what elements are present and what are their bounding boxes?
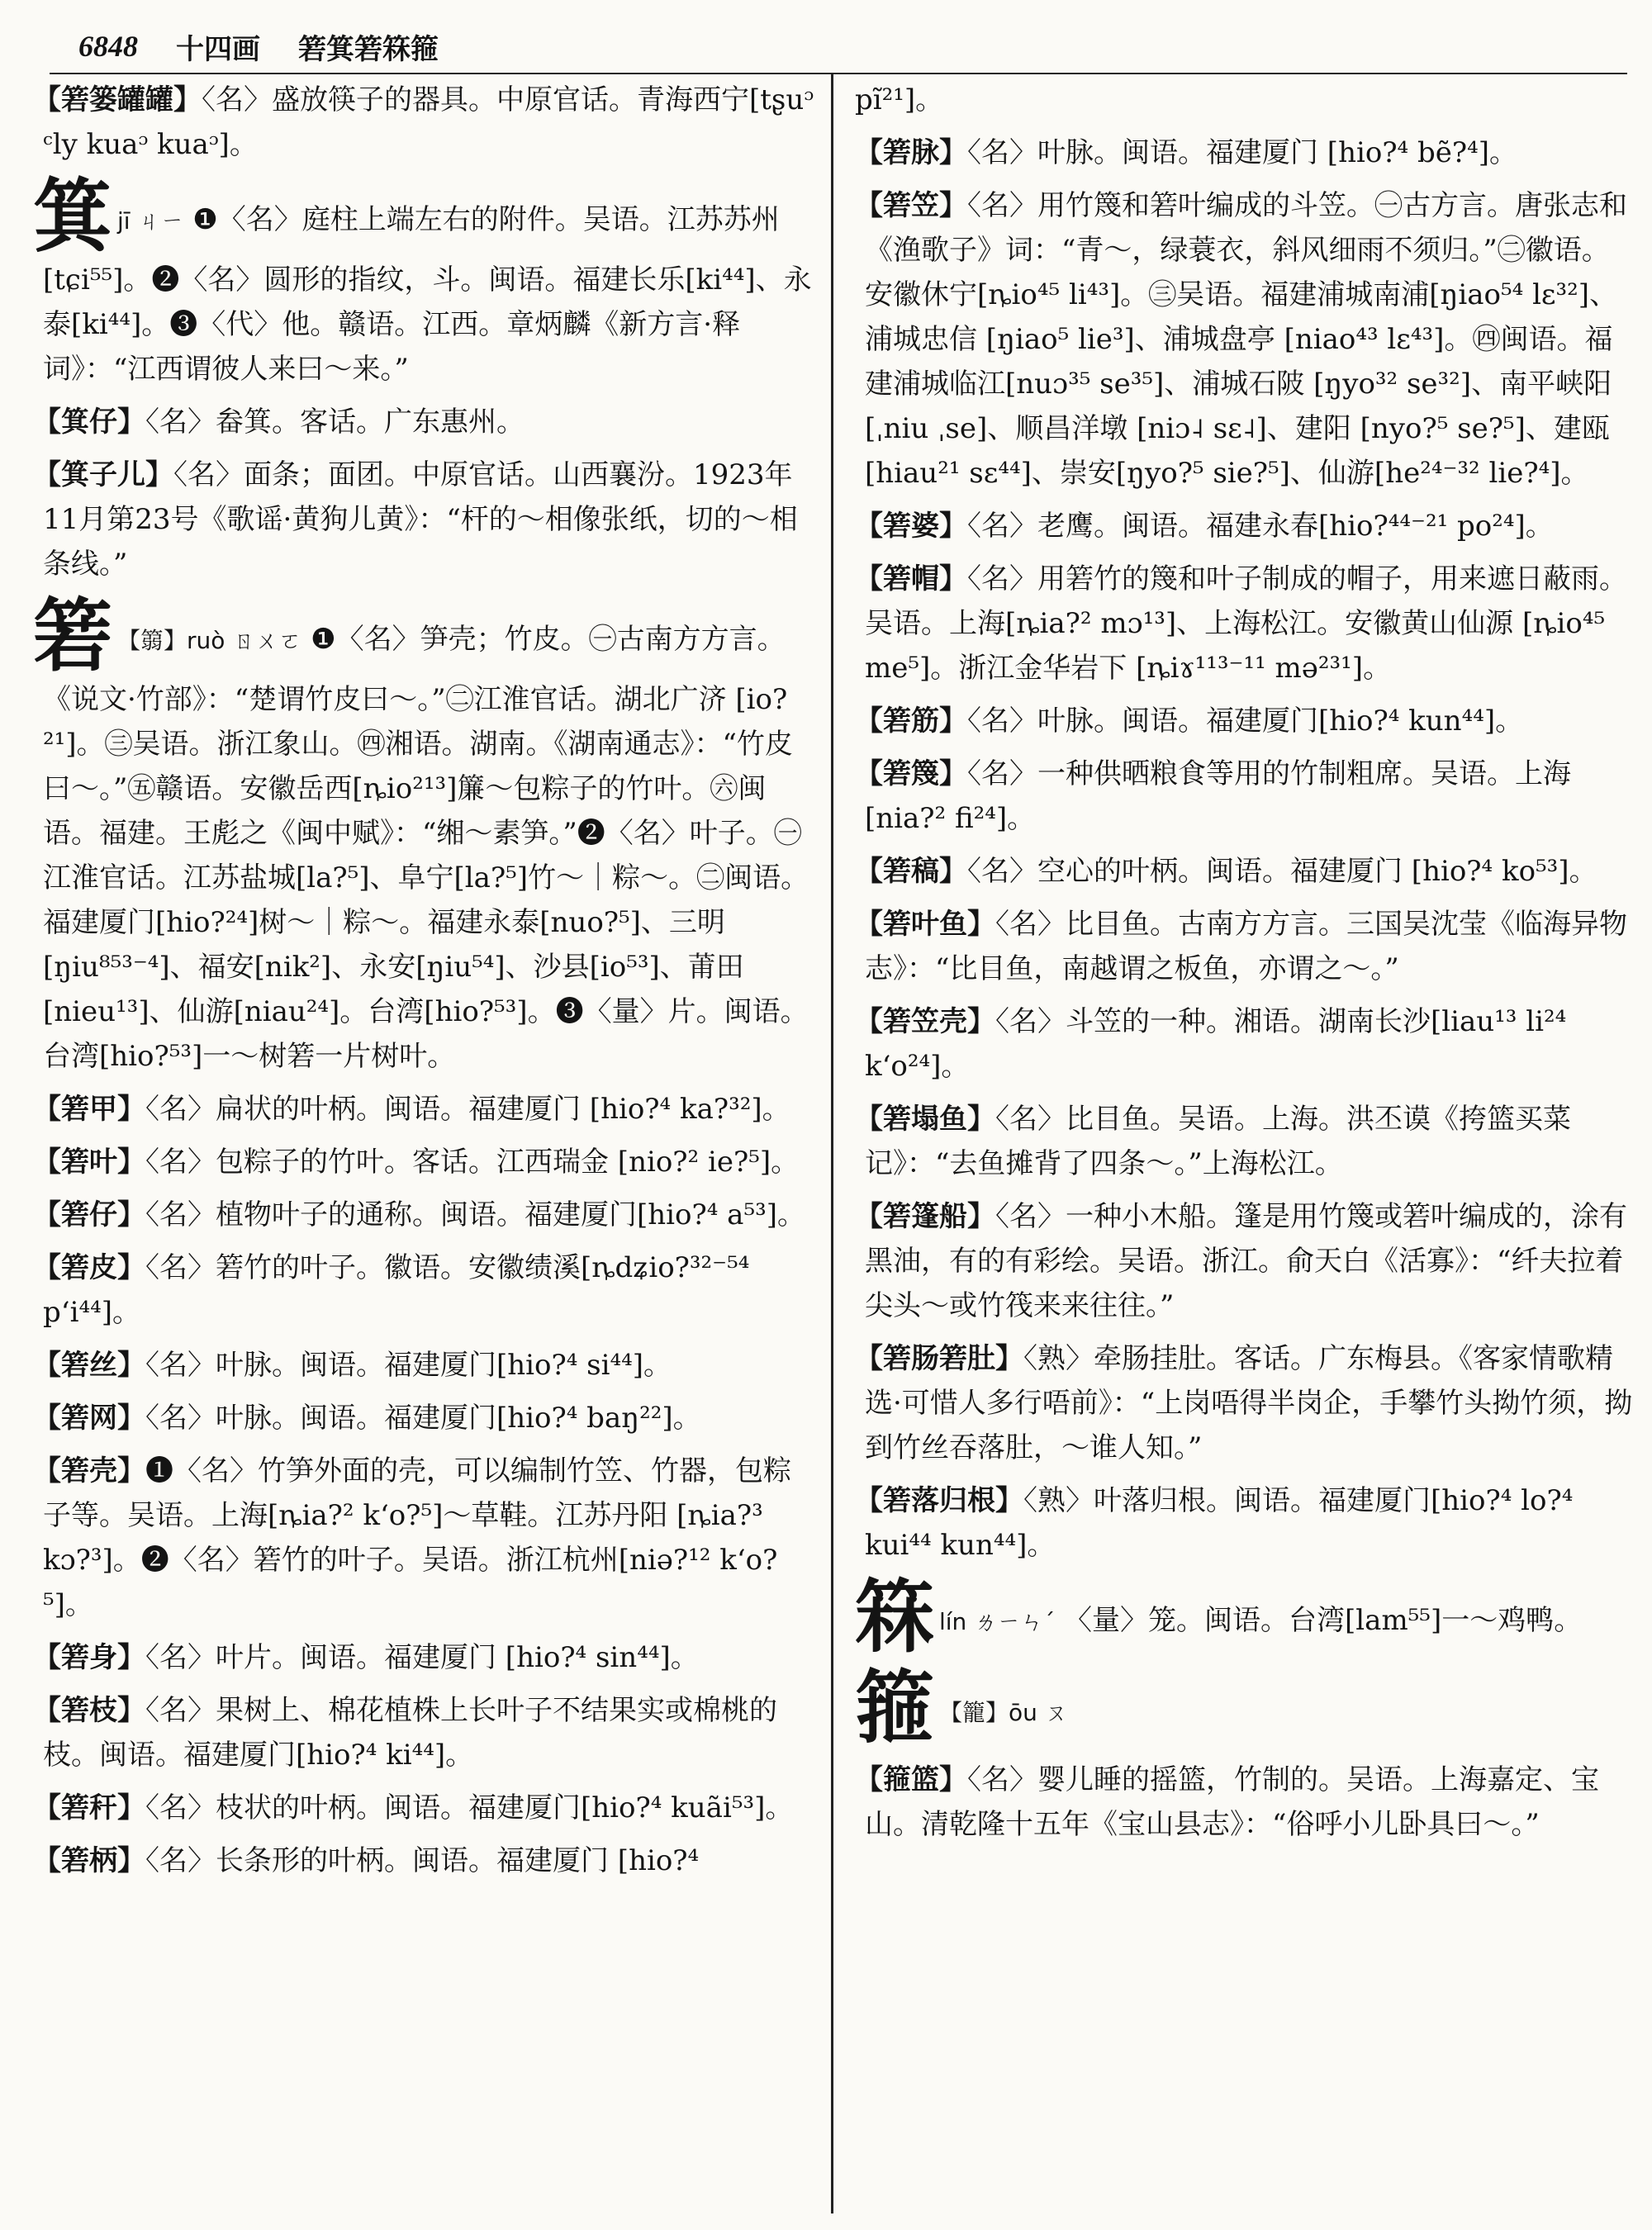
entry: 【箬塌鱼】〈名〉比目鱼。吴语。上海。洪丕谟《挎篮买菜记》：“去鱼摊背了四条～。”上海松江。 [855,1103,1571,1180]
entry: 箬 【篛】ruò ㄖㄨㄛ ❶〈名〉笋壳；竹皮。㊀古南方方言。《说文·竹部》：“楚谓竹皮曰～。”㊁江淮官话。湖北广济 [io?²¹]。㊂吴语。浙江象山。㊃湘语。湖南。《湖南通志》：“竹皮曰～。”㊄赣语。安徽岳西[ȵio²¹³]簾～包粽子的竹叶。㊅闽语。福建。王彪之《闽中赋》：“缃～素笋。”❷〈名〉叶子。㊀江淮官话。江苏盐城[la?⁵]、阜宁[la?⁵]竹～｜粽～。㊁闽语。福建厦门[hio?²⁴]树～｜粽～。福建永泰[nuo?⁵]、三明[ŋiu⁸⁵³⁻⁴]、福安[nik²]、永安[ŋiu⁵⁴]、沙县[io⁵³]、莆田[nieu¹³]、仙游[niau²⁴]。台湾[hio?⁵³]。❸〈量〉片。闽语。台湾[hio?⁵³]一～树箬一片树叶。 [33,589,809,1073]
entry: 【箬稿】〈名〉空心的叶柄。闽语。福建厦门 [hio?⁴ ko⁵³]。 [855,855,1597,888]
entry: 【箬皮】〈名〉箬竹的叶子。徽语。安徽绩溪[ȵdʑio?³²⁻⁵⁴ pʻi⁴⁴]。 [33,1251,750,1329]
pronunciation: 【籠】ōu ㄡ [939,1699,1068,1726]
entry: 【箕仔】〈名〉畚箕。客话。广东惠州。 [33,406,525,439]
entry: 【箬笠】〈名〉用竹篾和箬叶编成的斗笠。㊀古方言。唐张志和《渔歌子》词：“青～，绿蓑衣，斜风细雨不须归。”㊁徽语。安徽休宁[ȵio⁴⁵ li⁴³]。㊂吴语。福建浦城南浦[ŋiao⁵⁴ lɛ³²]、浦城忠信 [ŋiao⁵ lie³]、浦城盘亭 [niao⁴³ lɛ⁴³]。㊃闽语。福建浦城临江[nuɔ³⁵ se³⁵]、浦城石陂 [ŋyo³² se³²]、南平峡阳[ˌniu ˌse]、顺昌洋墩 [niɔ˨ sɛ˨]、建阳 [nyo?⁵ se?⁵]、建瓯 [hiau²¹ sɛ⁴⁴]、崇安[ŋyo?⁵ sie?⁵]、仙游[he²⁴⁻³² lie?⁴]。 [855,189,1627,490]
entry: 【箬身】〈名〉叶片。闽语。福建厦门 [hio?⁴ sin⁴⁴]。 [33,1641,699,1674]
entry: 【箬叶】〈名〉包粽子的竹叶。客话。江西瑞金 [nio?² ie?⁵]。 [33,1146,800,1179]
pronunciation: 【篛】ruò ㄖㄨㄛ [117,627,302,654]
pronunciation: lín ㄌㄧㄣˊ [939,1608,1056,1635]
headword-character: 箖 [855,1570,934,1663]
entry: 【箬帽】〈名〉用箬竹的篾和叶子制成的帽子，用来遮日蔽雨。吴语。上海[ȵia?² mɔ¹³]、上海松江。安徽黄山仙源 [ȵio⁴⁵ me⁵]。浙江金华岩下 [ȵiɤ¹¹³⁻¹¹ mə²³¹]。 [855,562,1627,685]
entry-continuation: pĩ²¹]。 [855,83,944,116]
entry: 【箬篾】〈名〉一种供晒粮食等用的竹制粗席。吴语。上海[nia?² fi²⁴]。 [855,757,1571,835]
headword-character: 箍 [855,1661,934,1754]
entry: 【箬柄】〈名〉长条形的叶柄。闽语。福建厦门 [hio?⁴ [33,1844,700,1877]
headword-character: 箕 [33,169,112,263]
entry: 【箬婆】〈名〉老鹰。闽语。福建永春[hio?⁴⁴⁻²¹ po²⁴]。 [855,510,1554,543]
entry: 箕jī ㄐㄧ ❶〈名〉庭柱上端左右的附件。吴语。江苏苏州[tɕi⁵⁵]。❷〈名〉圆形的指纹，斗。闽语。福建长乐[ki⁴⁴]、永泰[ki⁴⁴]。❸〈代〉他。赣语。江西。章炳麟《新方言·释词》：“江西谓彼人来曰～来。” [33,169,812,386]
entry: 【箬壳】❶〈名〉竹笋外面的壳，可以编制竹笠、竹器，包粽子等。吴语。上海[ȵia?² kʻo?⁵]～草鞋。江苏丹阳 [ȵia?³ kɔ?³]。❷〈名〉箬竹的叶子。吴语。浙江杭州[niə?¹² kʻo?⁵]。 [33,1454,791,1621]
entry: 【箬甲】〈名〉扁状的叶柄。闽语。福建厦门 [hio?⁴ ka?³²]。 [33,1093,790,1126]
entry: 【箬肠箬肚】〈熟〉牵肠挂肚。客话。广东梅县。《客家情歌精选·可惜人多行唔前》：“上岗唔得半岗企，手攀竹头拗竹须，拗到竹丝吞落肚，～谁人知。” [855,1342,1633,1464]
entry: 【箬篷船】〈名〉一种小木船。篷是用竹篾或箬叶编成的，涂有黑油，有的有彩绘。吴语。浙江。俞天白《活寡》：“纤夫拉着尖头～或竹筏来来往往。” [855,1200,1627,1322]
pronunciation: jī ㄐㄧ [117,207,184,235]
column-divider [831,74,833,2213]
entry: 【箍篮】〈名〉婴儿睡的摇篮，竹制的。吴语。上海嘉定、宝山。清乾隆十五年《宝山县志》：“俗呼小儿卧具曰～。” [855,1763,1599,1841]
entry [855,1661,1635,1754]
entry: 【箬筋】〈名〉叶脉。闽语。福建厦门[hio?⁴ kun⁴⁴]。 [855,705,1524,738]
section-title: 十四画 [176,32,260,66]
entry: 【箬笠壳】〈名〉斗笠的一种。湘语。湖南长沙[liau¹³ li²⁴ kʻo²⁴]。 [855,1005,1567,1083]
entry: 箖lín ㄌㄧㄣˊ 〈量〉笼。闽语。台湾[lam⁵⁵]一～鸡鸭。 [855,1570,1583,1663]
entry: 【箕子儿】〈名〉面条；面团。中原官话。山西襄汾。1923年11月第23号《歌谣·黄狗儿黄》：“杆的～相像张纸，切的～相条线。” [33,458,798,581]
page-number: 6848 [78,30,138,63]
entry: 【箬枝】〈名〉果树上、棉花植株上长叶子不结果实或棉桃的枝。闽语。福建厦门[hio?⁴ ki⁴⁴]。 [33,1694,777,1772]
entry: 【箬丝】〈名〉叶脉。闽语。福建厦门[hio?⁴ si⁴⁴]。 [33,1349,672,1382]
entry: 【箬落归根】〈熟〉叶落归根。闽语。福建厦门[hio?⁴ lo?⁴ kui⁴⁴ kun⁴⁴]。 [855,1484,1574,1562]
entry: 【箬叶鱼】〈名〉比目鱼。古南方方言。三国吴沈莹《临海异物志》：“比目鱼，南越谓之板鱼，亦谓之～。” [855,908,1627,985]
header-rule [50,73,1627,74]
section-characters: 箬箕箬箖箍 [298,32,439,66]
entry: 【箬网】〈名〉叶脉。闽语。福建厦门[hio?⁴ baŋ²²]。 [33,1402,701,1435]
right-column [855,78,1635,1855]
left-column [33,78,818,1891]
entry: 【箬篓罐罐】〈名〉盛放筷子的器具。中原官话。青海西宁[tʂuᵓ ᶜly kuaᵓ kuaᵓ]。 [33,83,814,161]
entry: 【箬秆】〈名〉枝状的叶柄。闽语。福建厦门[hio?⁴ kuãi⁵³]。 [33,1791,794,1824]
headword-character: 箬 [33,589,112,682]
page-header [78,21,1631,71]
entry: 【箬脉】〈名〉叶脉。闽语。福建厦门 [hio?⁴ bẽ?⁴]。 [855,136,1517,169]
entry: 【箬仔】〈名〉植物叶子的通称。闽语。福建厦门[hio?⁴ a⁵³]。 [33,1198,805,1231]
